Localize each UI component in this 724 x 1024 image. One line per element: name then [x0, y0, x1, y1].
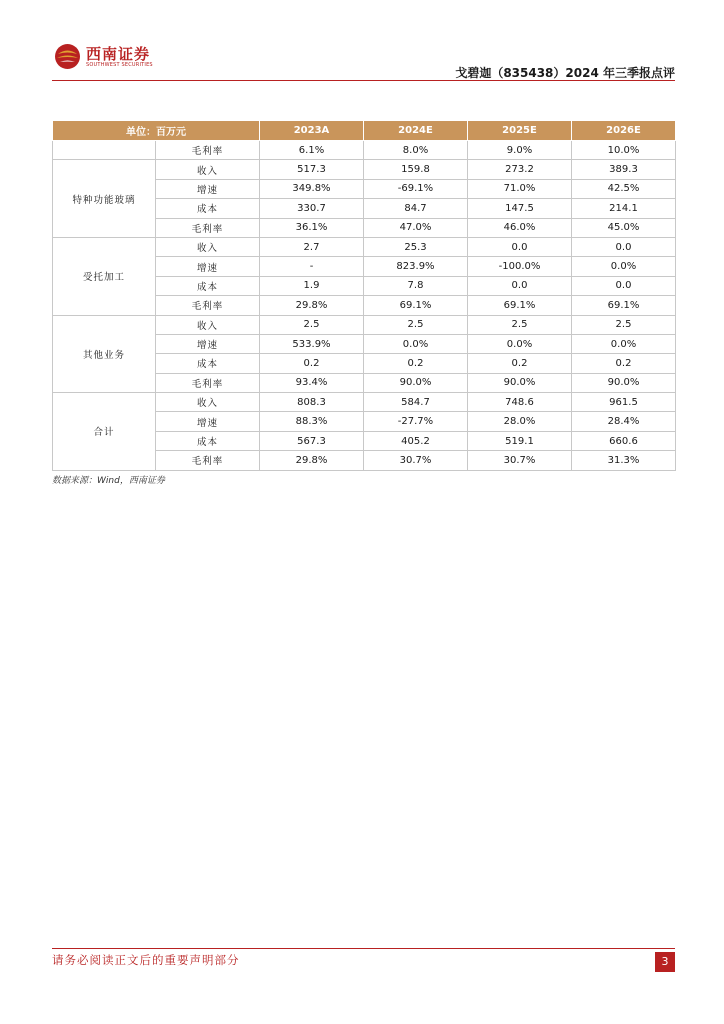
value-cell: 88.3% — [260, 412, 364, 431]
value-cell: 0.0% — [364, 334, 468, 353]
metric-cell: 收入 — [156, 393, 260, 412]
value-cell: 0.0 — [468, 237, 572, 256]
value-cell: 0.0% — [572, 334, 676, 353]
value-cell: 1.9 — [260, 276, 364, 295]
logo-mark-icon — [54, 43, 81, 70]
value-cell: 584.7 — [364, 393, 468, 412]
value-cell: 90.0% — [468, 373, 572, 392]
table-row — [53, 141, 676, 160]
header-cell-2024e: 2024E — [364, 121, 468, 141]
value-cell: 6.1% — [260, 141, 364, 160]
company-logo — [52, 40, 162, 78]
value-cell: 2.7 — [260, 237, 364, 256]
metric-cell: 增速 — [156, 179, 260, 198]
value-cell: 90.0% — [364, 373, 468, 392]
value-cell: 0.0 — [572, 237, 676, 256]
value-cell: 349.8% — [260, 179, 364, 198]
value-cell: 147.5 — [468, 199, 572, 218]
value-cell: 9.0% — [468, 141, 572, 160]
value-cell: 0.2 — [572, 354, 676, 373]
table-row — [53, 393, 676, 412]
metric-cell: 收入 — [156, 237, 260, 256]
group-cell — [53, 141, 156, 160]
footer-divider — [52, 948, 675, 949]
value-cell: - — [260, 257, 364, 276]
logo-chinese-text: 西南证券 — [86, 45, 151, 63]
metric-cell: 成本 — [156, 354, 260, 373]
metric-cell: 毛利率 — [156, 218, 260, 237]
metric-cell: 增速 — [156, 334, 260, 353]
value-cell: 69.1% — [572, 296, 676, 315]
value-cell: 0.0% — [468, 334, 572, 353]
page-number: 3 — [655, 952, 675, 972]
value-cell: 46.0% — [468, 218, 572, 237]
metric-cell: 毛利率 — [156, 373, 260, 392]
footer-disclaimer: 请务必阅读正文后的重要声明部分 — [52, 953, 240, 967]
value-cell: 90.0% — [572, 373, 676, 392]
metric-cell: 增速 — [156, 257, 260, 276]
value-cell: 517.3 — [260, 160, 364, 179]
value-cell: 29.8% — [260, 451, 364, 470]
value-cell: 567.3 — [260, 431, 364, 450]
group-cell: 受托加工 — [53, 237, 156, 315]
metric-cell: 成本 — [156, 431, 260, 450]
value-cell: 7.8 — [364, 276, 468, 295]
value-cell: 8.0% — [364, 141, 468, 160]
header-cell-unit: 单位：百万元 — [53, 121, 260, 141]
metric-cell: 增速 — [156, 412, 260, 431]
value-cell: 405.2 — [364, 431, 468, 450]
value-cell: 28.0% — [468, 412, 572, 431]
value-cell: 45.0% — [572, 218, 676, 237]
value-cell: 0.2 — [260, 354, 364, 373]
logo-english-text: SOUTHWEST SECURITIES — [86, 62, 153, 68]
value-cell: 2.5 — [468, 315, 572, 334]
value-cell: 2.5 — [572, 315, 676, 334]
report-title: 戈碧迦（835438）2024 年三季报点评 — [455, 66, 675, 80]
value-cell: 42.5% — [572, 179, 676, 198]
value-cell: 0.0 — [468, 276, 572, 295]
value-cell: 84.7 — [364, 199, 468, 218]
value-cell: 93.4% — [260, 373, 364, 392]
value-cell: 10.0% — [572, 141, 676, 160]
value-cell: 808.3 — [260, 393, 364, 412]
header-cell-2025e: 2025E — [468, 121, 572, 141]
value-cell: 519.1 — [468, 431, 572, 450]
value-cell: 0.0% — [572, 257, 676, 276]
metric-cell: 毛利率 — [156, 451, 260, 470]
value-cell: 36.1% — [260, 218, 364, 237]
value-cell: 71.0% — [468, 179, 572, 198]
metric-cell: 成本 — [156, 199, 260, 218]
value-cell: 389.3 — [572, 160, 676, 179]
data-source-note: 数据来源：Wind，西南证券 — [52, 476, 165, 486]
value-cell: 961.5 — [572, 393, 676, 412]
metric-cell: 毛利率 — [156, 141, 260, 160]
value-cell: 214.1 — [572, 199, 676, 218]
value-cell: 69.1% — [364, 296, 468, 315]
value-cell: 159.8 — [364, 160, 468, 179]
table-row — [53, 315, 676, 334]
header-cell-2026e: 2026E — [572, 121, 676, 141]
group-cell: 合计 — [53, 393, 156, 471]
value-cell: -69.1% — [364, 179, 468, 198]
header-cell-2023a: 2023A — [260, 121, 364, 141]
value-cell: 30.7% — [468, 451, 572, 470]
table-row — [53, 160, 676, 179]
value-cell: 273.2 — [468, 160, 572, 179]
segment-forecast-table — [52, 120, 676, 471]
value-cell: 25.3 — [364, 237, 468, 256]
value-cell: 0.2 — [364, 354, 468, 373]
value-cell: -27.7% — [364, 412, 468, 431]
value-cell: 30.7% — [364, 451, 468, 470]
value-cell: 748.6 — [468, 393, 572, 412]
metric-cell: 收入 — [156, 160, 260, 179]
group-cell: 特种功能玻璃 — [53, 160, 156, 238]
value-cell: 28.4% — [572, 412, 676, 431]
value-cell: 69.1% — [468, 296, 572, 315]
value-cell: 823.9% — [364, 257, 468, 276]
value-cell: 2.5 — [364, 315, 468, 334]
metric-cell: 成本 — [156, 276, 260, 295]
value-cell: 31.3% — [572, 451, 676, 470]
value-cell: 533.9% — [260, 334, 364, 353]
value-cell: -100.0% — [468, 257, 572, 276]
value-cell: 47.0% — [364, 218, 468, 237]
table-row — [53, 237, 676, 256]
value-cell: 0.0 — [572, 276, 676, 295]
metric-cell: 毛利率 — [156, 296, 260, 315]
value-cell: 2.5 — [260, 315, 364, 334]
value-cell: 330.7 — [260, 199, 364, 218]
group-cell: 其他业务 — [53, 315, 156, 393]
header-divider — [52, 80, 675, 81]
table-header-row — [53, 121, 676, 141]
value-cell: 660.6 — [572, 431, 676, 450]
value-cell: 0.2 — [468, 354, 572, 373]
metric-cell: 收入 — [156, 315, 260, 334]
value-cell: 29.8% — [260, 296, 364, 315]
page-header — [52, 40, 675, 82]
